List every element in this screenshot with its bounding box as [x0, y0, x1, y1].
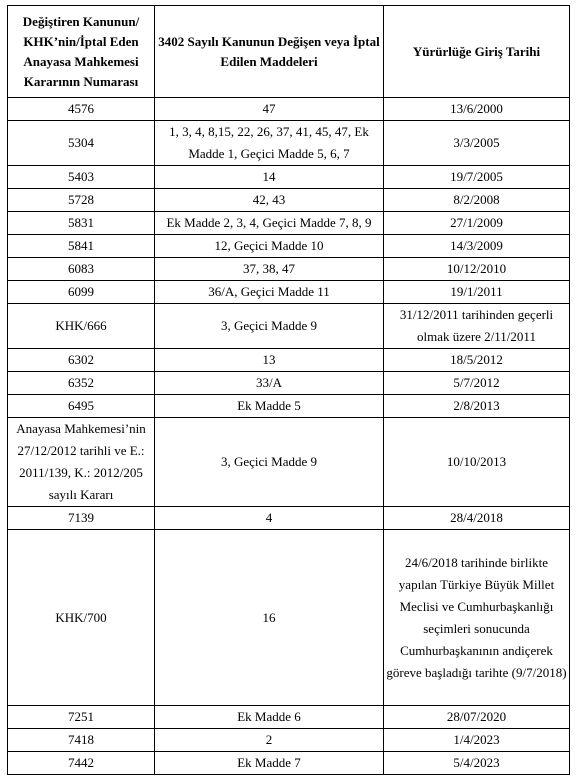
cell-amending-law: 5841 — [8, 235, 155, 258]
table-row — [8, 752, 570, 775]
cell-amending-law: 6495 — [8, 395, 155, 418]
cell-effective-date: 28/4/2018 — [384, 507, 570, 530]
cell-amended-articles: 1, 3, 4, 8,15, 22, 26, 37, 41, 45, 47, Ek Madde 1, Geçici Madde 5, 6, 7 — [155, 121, 384, 166]
cell-amending-law: 6083 — [8, 258, 155, 281]
cell-amending-law: 5304 — [8, 121, 155, 166]
cell-amending-law: 5728 — [8, 189, 155, 212]
cell-amended-articles: 42, 43 — [155, 189, 384, 212]
cell-effective-date: 28/07/2020 — [384, 706, 570, 729]
cell-amending-law: 5831 — [8, 212, 155, 235]
cell-effective-date: 2/8/2013 — [384, 395, 570, 418]
header-amending-law: Değiştiren Kanunun/ KHK’nin/İptal Eden Anayasa Mahkemesi Kararının Numarası — [8, 6, 155, 98]
cell-amended-articles: 12, Geçici Madde 10 — [155, 235, 384, 258]
amendment-table — [7, 5, 570, 775]
header-amended-articles: 3402 Sayılı Kanunun Değişen veya İptal Edilen Maddeleri — [155, 6, 384, 98]
cell-effective-date: 10/12/2010 — [384, 258, 570, 281]
cell-amending-law: 6099 — [8, 281, 155, 304]
table-row — [8, 166, 570, 189]
cell-amending-law: KHK/666 — [8, 304, 155, 349]
cell-amended-articles: Ek Madde 2, 3, 4, Geçici Madde 7, 8, 9 — [155, 212, 384, 235]
cell-effective-date: 19/1/2011 — [384, 281, 570, 304]
cell-amended-articles: Ek Madde 5 — [155, 395, 384, 418]
cell-amending-law: KHK/700 — [8, 530, 155, 706]
cell-amended-articles: Ek Madde 6 — [155, 706, 384, 729]
table-row — [8, 507, 570, 530]
cell-effective-date: 8/2/2008 — [384, 189, 570, 212]
table-row — [8, 281, 570, 304]
table-row — [8, 706, 570, 729]
header-effective-date: Yürürlüğe Giriş Tarihi — [384, 6, 570, 98]
cell-effective-date: 5/4/2023 — [384, 752, 570, 775]
cell-amending-law: 5403 — [8, 166, 155, 189]
cell-effective-date: 31/12/2011 tarihinden geçerli olmak üzere 2/11/2011 — [384, 304, 570, 349]
table-row — [8, 98, 570, 121]
table-body — [8, 98, 570, 775]
cell-amending-law: 7139 — [8, 507, 155, 530]
cell-effective-date: 13/6/2000 — [384, 98, 570, 121]
table-row — [8, 121, 570, 166]
cell-effective-date: 3/3/2005 — [384, 121, 570, 166]
cell-effective-date: 19/7/2005 — [384, 166, 570, 189]
cell-effective-date: 5/7/2012 — [384, 372, 570, 395]
cell-amended-articles: 37, 38, 47 — [155, 258, 384, 281]
cell-amended-articles: 16 — [155, 530, 384, 706]
cell-amending-law: 7251 — [8, 706, 155, 729]
cell-amended-articles: 33/A — [155, 372, 384, 395]
cell-amending-law: 6302 — [8, 349, 155, 372]
table-row — [8, 395, 570, 418]
table-row — [8, 189, 570, 212]
table-row — [8, 212, 570, 235]
cell-effective-date: 14/3/2009 — [384, 235, 570, 258]
cell-amending-law: 6352 — [8, 372, 155, 395]
cell-amended-articles: 13 — [155, 349, 384, 372]
cell-effective-date: 18/5/2012 — [384, 349, 570, 372]
cell-amending-law: 4576 — [8, 98, 155, 121]
table-row — [8, 418, 570, 507]
cell-amended-articles: 14 — [155, 166, 384, 189]
table-row — [8, 235, 570, 258]
table-row — [8, 372, 570, 395]
cell-effective-date: 27/1/2009 — [384, 212, 570, 235]
cell-amending-law: 7418 — [8, 729, 155, 752]
cell-amending-law: 7442 — [8, 752, 155, 775]
table-row — [8, 349, 570, 372]
cell-amended-articles: 3, Geçici Madde 9 — [155, 304, 384, 349]
cell-effective-date: 24/6/2018 tarihinde birlikte yapılan Türkiye Büyük Millet Meclisi ve Cumhurbaşkanlığı seçimleri sonucunda Cumhurbaşkanının andiçerek göreve başladığı tarihte (9/7/2018) — [384, 530, 570, 706]
cell-amended-articles: 2 — [155, 729, 384, 752]
cell-amended-articles: Ek Madde 7 — [155, 752, 384, 775]
cell-amended-articles: 47 — [155, 98, 384, 121]
cell-amended-articles: 3, Geçici Madde 9 — [155, 418, 384, 507]
table-row — [8, 304, 570, 349]
table-row — [8, 258, 570, 281]
cell-effective-date: 10/10/2013 — [384, 418, 570, 507]
cell-amending-law: Anayasa Mahkemesi’nin 27/12/2012 tarihli ve E.: 2011/139, K.: 2012/205 sayılı Kararı — [8, 418, 155, 507]
header-row — [8, 6, 570, 98]
table-row — [8, 729, 570, 752]
cell-effective-date: 1/4/2023 — [384, 729, 570, 752]
cell-amended-articles: 4 — [155, 507, 384, 530]
cell-amended-articles: 36/A, Geçici Madde 11 — [155, 281, 384, 304]
table-row — [8, 530, 570, 706]
